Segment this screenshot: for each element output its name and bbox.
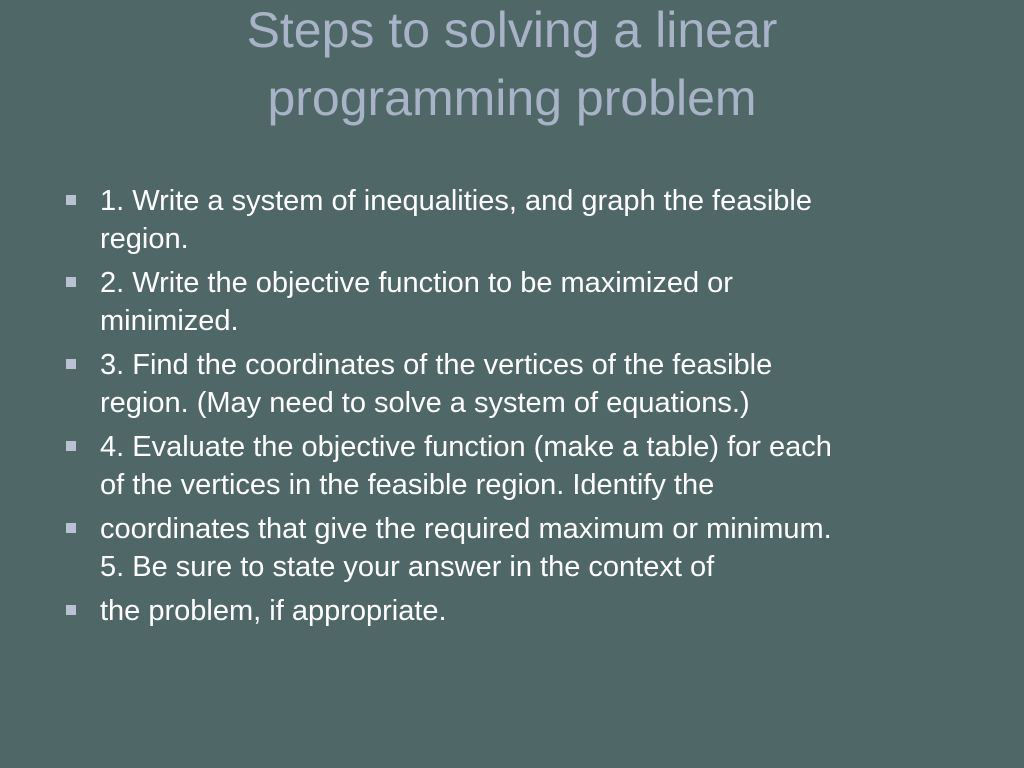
bullet-5-line-2: 5. Be sure to state your answer in the context of — [100, 551, 715, 583]
bullet-item-2 — [62, 264, 982, 340]
bullet-item-3 — [62, 346, 982, 422]
square-bullet-icon — [66, 441, 76, 451]
title-line-1: Steps to solving a linear — [246, 2, 778, 58]
bullet-4-line-1: 4. Evaluate the objective function (make a table) for each — [100, 431, 832, 463]
bullet-item-5 — [62, 510, 982, 586]
square-bullet-icon — [66, 195, 76, 205]
bullet-list — [62, 182, 982, 636]
bullet-2-line-1: 2. Write the objective function to be maximized or — [100, 267, 733, 299]
bullet-1-line-2: region. — [100, 223, 189, 255]
square-bullet-icon — [66, 605, 76, 615]
bullet-4-line-2: of the vertices in the feasible region. Identify the — [100, 469, 715, 501]
bullet-2-line-2: minimized. — [100, 305, 239, 337]
bullet-5-line-1: coordinates that give the required maximum or minimum. — [100, 513, 832, 545]
square-bullet-icon — [66, 523, 76, 533]
bullet-3-line-2: region. (May need to solve a system of equations.) — [100, 387, 750, 419]
bullet-item-4 — [62, 428, 982, 504]
bullet-item-6 — [62, 592, 982, 630]
square-bullet-icon — [66, 277, 76, 287]
bullet-3-line-1: 3. Find the coordinates of the vertices of the feasible — [100, 349, 773, 381]
bullet-1-line-1: 1. Write a system of inequalities, and graph the feasible — [100, 185, 812, 217]
bullet-item-1 — [62, 182, 982, 258]
bullet-6-line-1: the problem, if appropriate. — [100, 595, 447, 627]
square-bullet-icon — [66, 359, 76, 369]
slide-title — [60, 0, 964, 132]
title-line-2: programming problem — [267, 70, 757, 126]
